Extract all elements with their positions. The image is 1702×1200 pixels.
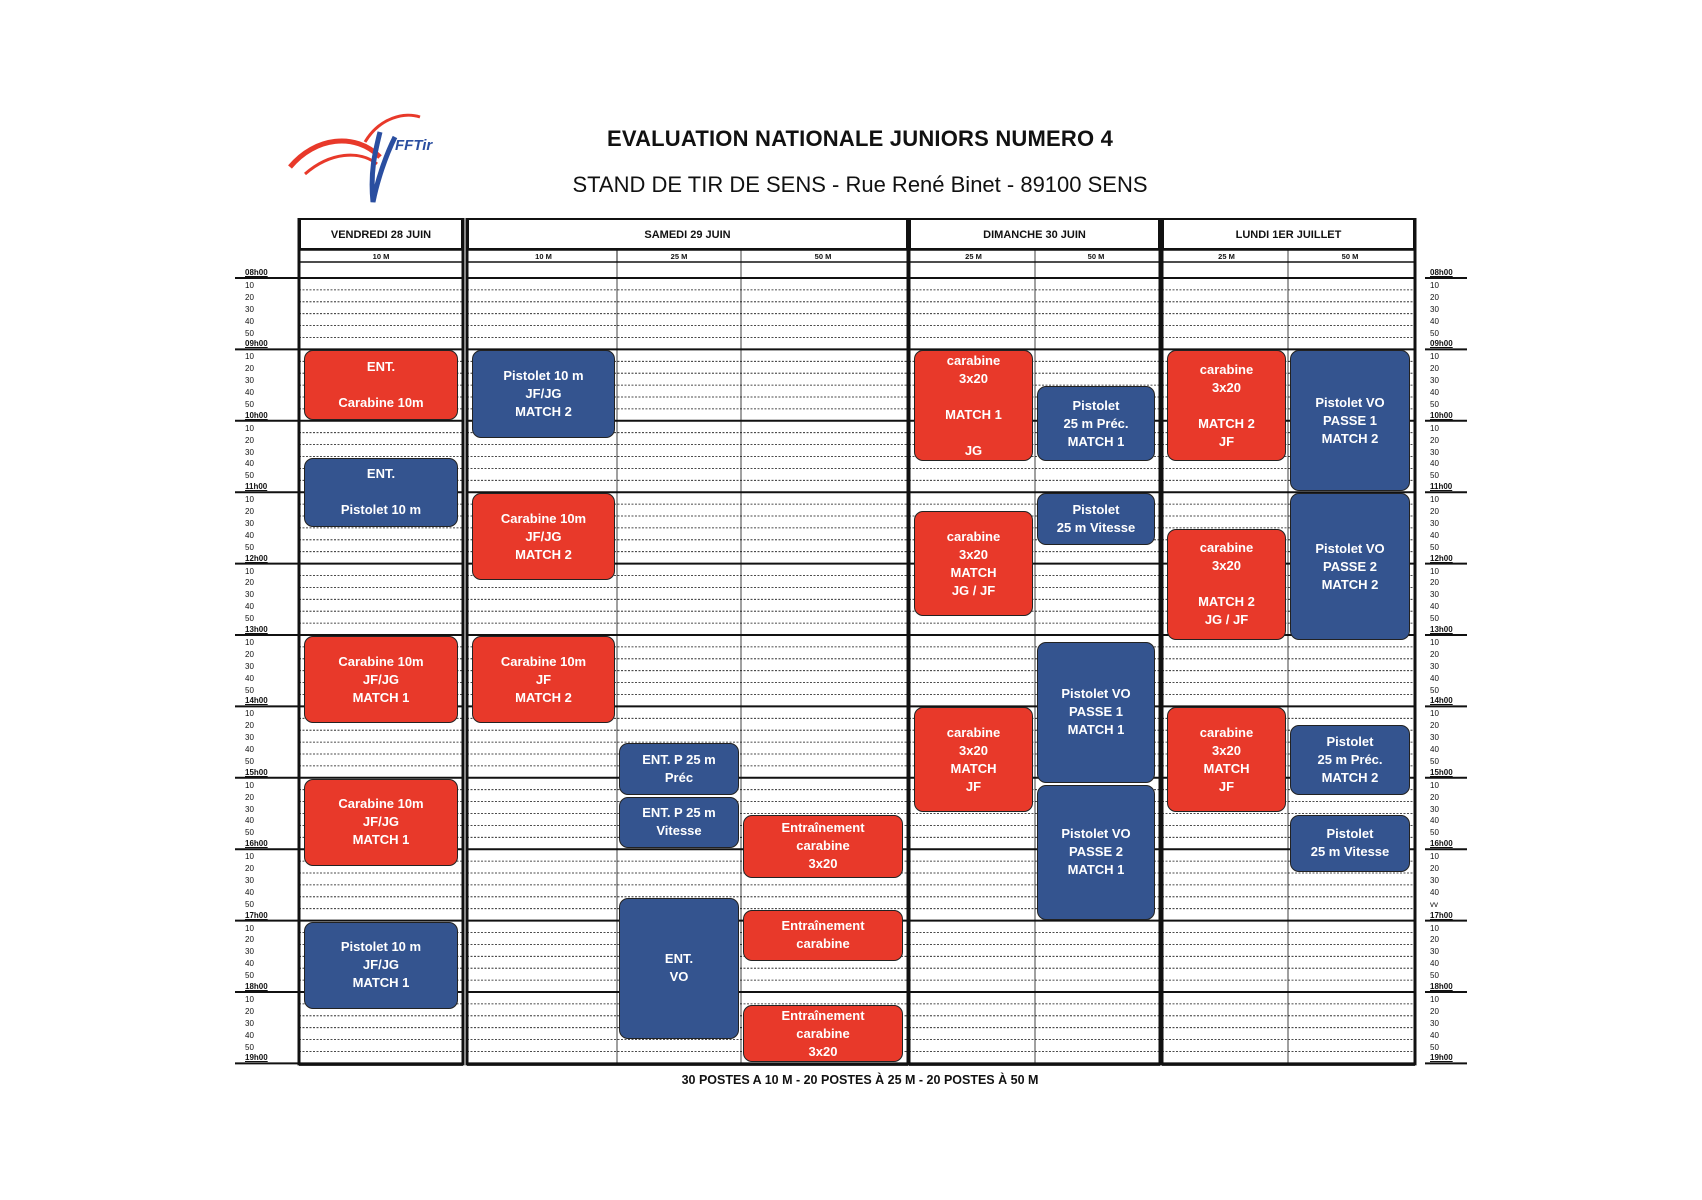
time-label: 30 bbox=[245, 947, 254, 957]
time-label: 08h00 bbox=[1430, 268, 1453, 277]
time-label: 18h00 bbox=[245, 982, 268, 991]
schedule-event: carabine 3x20 MATCH 1 JG bbox=[914, 350, 1033, 461]
time-label: 20 bbox=[245, 292, 254, 302]
time-label: vv bbox=[1430, 899, 1438, 909]
time-label: 16h00 bbox=[245, 839, 268, 849]
time-label: 50 bbox=[245, 971, 254, 981]
time-label: 10 bbox=[245, 780, 254, 790]
time-label: 10 bbox=[245, 994, 254, 1004]
time-label: 19h00 bbox=[245, 1053, 268, 1063]
time-label: 30 bbox=[245, 590, 254, 600]
time-label: 10 bbox=[1430, 352, 1439, 362]
time-label: 20 bbox=[245, 792, 254, 802]
time-label: 40 bbox=[1430, 602, 1439, 612]
schedule-event: ENT. VO bbox=[619, 898, 739, 1039]
time-label: 50 bbox=[1430, 1042, 1439, 1052]
time-label: 14h00 bbox=[1430, 696, 1453, 706]
time-label: 20 bbox=[1430, 435, 1439, 445]
time-label: 50 bbox=[245, 1042, 254, 1052]
time-label: 09h00 bbox=[245, 339, 268, 349]
schedule-event: carabine 3x20 MATCH 2 JF bbox=[1167, 350, 1286, 461]
logo-text: FFTir bbox=[395, 137, 433, 154]
time-label: 30 bbox=[1430, 590, 1439, 600]
time-label: 30 bbox=[1430, 947, 1439, 957]
time-label: 50 bbox=[245, 685, 254, 695]
time-label: 20 bbox=[1430, 864, 1439, 873]
time-label: 30 bbox=[245, 661, 254, 671]
time-label: 50 bbox=[1430, 542, 1439, 552]
time-label: 10 bbox=[1430, 423, 1439, 433]
time-label: 20 bbox=[1430, 364, 1439, 374]
page-title: EVALUATION NATIONALE JUNIORS NUMERO 4 bbox=[606, 126, 1114, 151]
time-label: 40 bbox=[1430, 745, 1439, 754]
distance-label: 50 M bbox=[1087, 252, 1105, 261]
time-label: 10 bbox=[245, 566, 254, 576]
time-label: 40 bbox=[1430, 673, 1439, 683]
time-label: 20 bbox=[1430, 292, 1439, 302]
time-label: 30 bbox=[1430, 447, 1439, 457]
time-label: 50 bbox=[1430, 614, 1439, 624]
time-label: 50 bbox=[1430, 471, 1439, 481]
schedule-event: Carabine 10m JF/JG MATCH 1 bbox=[304, 636, 458, 723]
time-label: 10 bbox=[1430, 495, 1439, 505]
time-label: 09h00 bbox=[1430, 339, 1453, 349]
time-label: 40 bbox=[1430, 459, 1439, 469]
time-label: 20 bbox=[1430, 721, 1439, 731]
time-label: 40 bbox=[245, 816, 254, 826]
schedule-event: Pistolet VO PASSE 2 MATCH 1 bbox=[1037, 785, 1155, 920]
time-label: 50 bbox=[245, 828, 254, 838]
day-header: SAMEDI 29 JUIN bbox=[467, 218, 908, 250]
time-label: 20 bbox=[245, 507, 254, 516]
time-label: 40 bbox=[245, 602, 254, 612]
time-label: 30 bbox=[1430, 661, 1439, 671]
time-label: 10 bbox=[245, 637, 254, 647]
capacity-footer: 30 POSTES A 10 M - 20 POSTES À 25 M - 20 POSTES À 50 M bbox=[681, 1073, 1039, 1087]
time-label: 20 bbox=[245, 578, 254, 588]
time-label: 20 bbox=[245, 364, 254, 374]
time-label: 50 bbox=[245, 899, 254, 909]
time-label: 11h00 bbox=[1430, 482, 1453, 492]
time-label: 40 bbox=[1430, 959, 1439, 969]
time-label: 20 bbox=[245, 1006, 254, 1016]
time-label: 11h00 bbox=[245, 482, 268, 492]
schedule-event: carabine 3x20 MATCH JG / JF bbox=[914, 511, 1033, 616]
distance-label: 50 M bbox=[1341, 252, 1359, 261]
schedule-event: Pistolet 25 m Vitesse bbox=[1290, 815, 1410, 873]
schedule-event: ENT. Carabine 10m bbox=[304, 350, 458, 419]
schedule-event: Pistolet VO PASSE 1 MATCH 2 bbox=[1290, 350, 1410, 491]
time-label: 10 bbox=[245, 709, 254, 719]
time-label: 40 bbox=[245, 388, 254, 397]
time-label: 40 bbox=[245, 530, 254, 540]
time-label: 30 bbox=[245, 875, 254, 885]
distance-label: 10 M bbox=[372, 252, 390, 261]
time-label: 10 bbox=[245, 423, 254, 433]
schedule-event: Carabine 10m JF/JG MATCH 2 bbox=[472, 493, 615, 580]
time-label: 20 bbox=[245, 649, 254, 659]
time-label: 30 bbox=[245, 447, 254, 457]
time-label: 30 bbox=[1430, 376, 1439, 386]
schedule-event: ENT. P 25 m Vitesse bbox=[619, 797, 739, 849]
time-label: 20 bbox=[245, 864, 254, 873]
time-label: 50 bbox=[1430, 328, 1439, 338]
time-label: 10 bbox=[1430, 637, 1439, 647]
schedule-event: Entraînement carabine 3x20 bbox=[743, 1005, 903, 1063]
schedule-event: Pistolet 25 m Préc. MATCH 2 bbox=[1290, 725, 1410, 794]
time-label: 40 bbox=[1430, 388, 1439, 397]
time-label: 30 bbox=[245, 376, 254, 386]
schedule-event: ENT. P 25 m Préc bbox=[619, 743, 739, 795]
time-label: 17h00 bbox=[245, 910, 268, 920]
time-label: 20 bbox=[1430, 1006, 1439, 1016]
time-label: 10 bbox=[1430, 923, 1439, 933]
time-label: 50 bbox=[1430, 756, 1439, 766]
day-header: VENDREDI 28 JUIN bbox=[299, 218, 463, 250]
time-label: 20 bbox=[1430, 649, 1439, 659]
time-label: 40 bbox=[1430, 816, 1439, 826]
time-label: 30 bbox=[245, 518, 254, 528]
time-label: 30 bbox=[245, 1018, 254, 1028]
schedule-event: carabine 3x20 MATCH JF bbox=[914, 707, 1033, 812]
schedule-event: Carabine 10m JF/JG MATCH 1 bbox=[304, 779, 458, 866]
time-label: 40 bbox=[1430, 530, 1439, 540]
time-label: 50 bbox=[245, 471, 254, 481]
time-label: 13h00 bbox=[1430, 625, 1453, 634]
schedule-event: Entraînement carabine 3x20 bbox=[743, 815, 903, 878]
time-label: 50 bbox=[1430, 828, 1439, 838]
time-label: 30 bbox=[245, 733, 254, 743]
time-label: 40 bbox=[245, 887, 254, 897]
time-label: 40 bbox=[245, 316, 254, 326]
schedule-event: Entraînement carabine bbox=[743, 910, 903, 962]
schedule-event: Pistolet 10 m JF/JG MATCH 1 bbox=[304, 922, 458, 1009]
schedule-event: Carabine 10m JF MATCH 2 bbox=[472, 636, 615, 723]
time-label: 40 bbox=[245, 673, 254, 683]
time-label: 30 bbox=[1430, 1018, 1439, 1028]
time-label: 10 bbox=[1430, 994, 1439, 1004]
schedule-event: carabine 3x20 MATCH 2 JG / JF bbox=[1167, 529, 1286, 640]
time-label: 40 bbox=[245, 745, 254, 754]
distance-label: 25 M bbox=[965, 252, 982, 261]
time-label: 40 bbox=[245, 459, 254, 469]
time-label: 40 bbox=[245, 1030, 254, 1040]
schedule-event: ENT. Pistolet 10 m bbox=[304, 458, 458, 527]
time-label: 30 bbox=[1430, 304, 1439, 314]
time-label: 08h00 bbox=[245, 268, 268, 277]
time-label: 10 bbox=[1430, 780, 1439, 790]
time-label: 16h00 bbox=[1430, 839, 1453, 849]
time-label: 50 bbox=[1430, 399, 1439, 409]
time-label: 40 bbox=[1430, 316, 1439, 326]
time-label: 15h00 bbox=[1430, 767, 1453, 777]
time-label: 15h00 bbox=[245, 767, 268, 777]
time-label: 50 bbox=[245, 542, 254, 552]
time-label: 10 bbox=[245, 495, 254, 505]
time-label: 40 bbox=[1430, 1030, 1439, 1040]
time-label: 20 bbox=[1430, 578, 1439, 588]
time-label: 10 bbox=[245, 923, 254, 933]
time-label: 10 bbox=[245, 852, 254, 862]
time-label: 20 bbox=[1430, 935, 1439, 945]
time-label: 50 bbox=[245, 328, 254, 338]
time-label: 20 bbox=[245, 935, 254, 945]
time-label: 10h00 bbox=[245, 410, 268, 420]
time-label: 30 bbox=[1430, 804, 1439, 814]
schedule-event: Pistolet 10 m JF/JG MATCH 2 bbox=[472, 350, 615, 437]
page-subtitle: STAND DE TIR DE SENS - Rue René Binet - 89100 SENS bbox=[572, 172, 1148, 197]
day-header: LUNDI 1ER JUILLET bbox=[1162, 218, 1415, 250]
time-label: 30 bbox=[1430, 875, 1439, 885]
time-label: 50 bbox=[1430, 971, 1439, 981]
time-label: 40 bbox=[1430, 887, 1439, 897]
time-label: 14h00 bbox=[245, 696, 268, 706]
time-label: 30 bbox=[245, 804, 254, 814]
time-label: 50 bbox=[1430, 685, 1439, 695]
time-label: 40 bbox=[245, 959, 254, 969]
distance-label: 25 M bbox=[1218, 252, 1235, 261]
time-label: 20 bbox=[1430, 792, 1439, 802]
time-label: 10 bbox=[245, 352, 254, 362]
time-label: 30 bbox=[1430, 518, 1439, 528]
schedule-event: Pistolet 25 m Vitesse bbox=[1037, 493, 1155, 545]
time-label: 10 bbox=[245, 280, 254, 290]
time-label: 17h00 bbox=[1430, 910, 1453, 920]
time-label: 10 bbox=[1430, 709, 1439, 719]
time-label: 12h00 bbox=[245, 553, 268, 563]
time-label: 10 bbox=[1430, 566, 1439, 576]
time-label: 30 bbox=[245, 304, 254, 314]
schedule-event: Pistolet VO PASSE 2 MATCH 2 bbox=[1290, 493, 1410, 640]
distance-label: 10 M bbox=[535, 252, 552, 261]
distance-label: 50 M bbox=[814, 252, 832, 261]
schedule-event: carabine 3x20 MATCH JF bbox=[1167, 707, 1286, 812]
schedule-event: Pistolet VO PASSE 1 MATCH 1 bbox=[1037, 642, 1155, 783]
time-label: 50 bbox=[245, 399, 254, 409]
time-label: 10 bbox=[1430, 280, 1439, 290]
distance-label: 25 M bbox=[670, 252, 688, 261]
time-label: 18h00 bbox=[1430, 982, 1453, 991]
time-label: 19h00 bbox=[1430, 1053, 1453, 1063]
time-label: 10h00 bbox=[1430, 410, 1453, 420]
time-label: 10 bbox=[1430, 852, 1439, 862]
time-label: 12h00 bbox=[1430, 553, 1453, 563]
time-label: 20 bbox=[245, 721, 254, 731]
schedule-event: Pistolet 25 m Préc. MATCH 1 bbox=[1037, 386, 1155, 461]
time-label: 50 bbox=[245, 756, 254, 766]
day-header: DIMANCHE 30 JUIN bbox=[909, 218, 1160, 250]
time-label: 20 bbox=[245, 435, 254, 445]
time-label: 30 bbox=[1430, 733, 1439, 743]
time-label: 13h00 bbox=[245, 625, 268, 634]
time-label: 50 bbox=[245, 614, 254, 624]
time-label: 20 bbox=[1430, 507, 1439, 516]
